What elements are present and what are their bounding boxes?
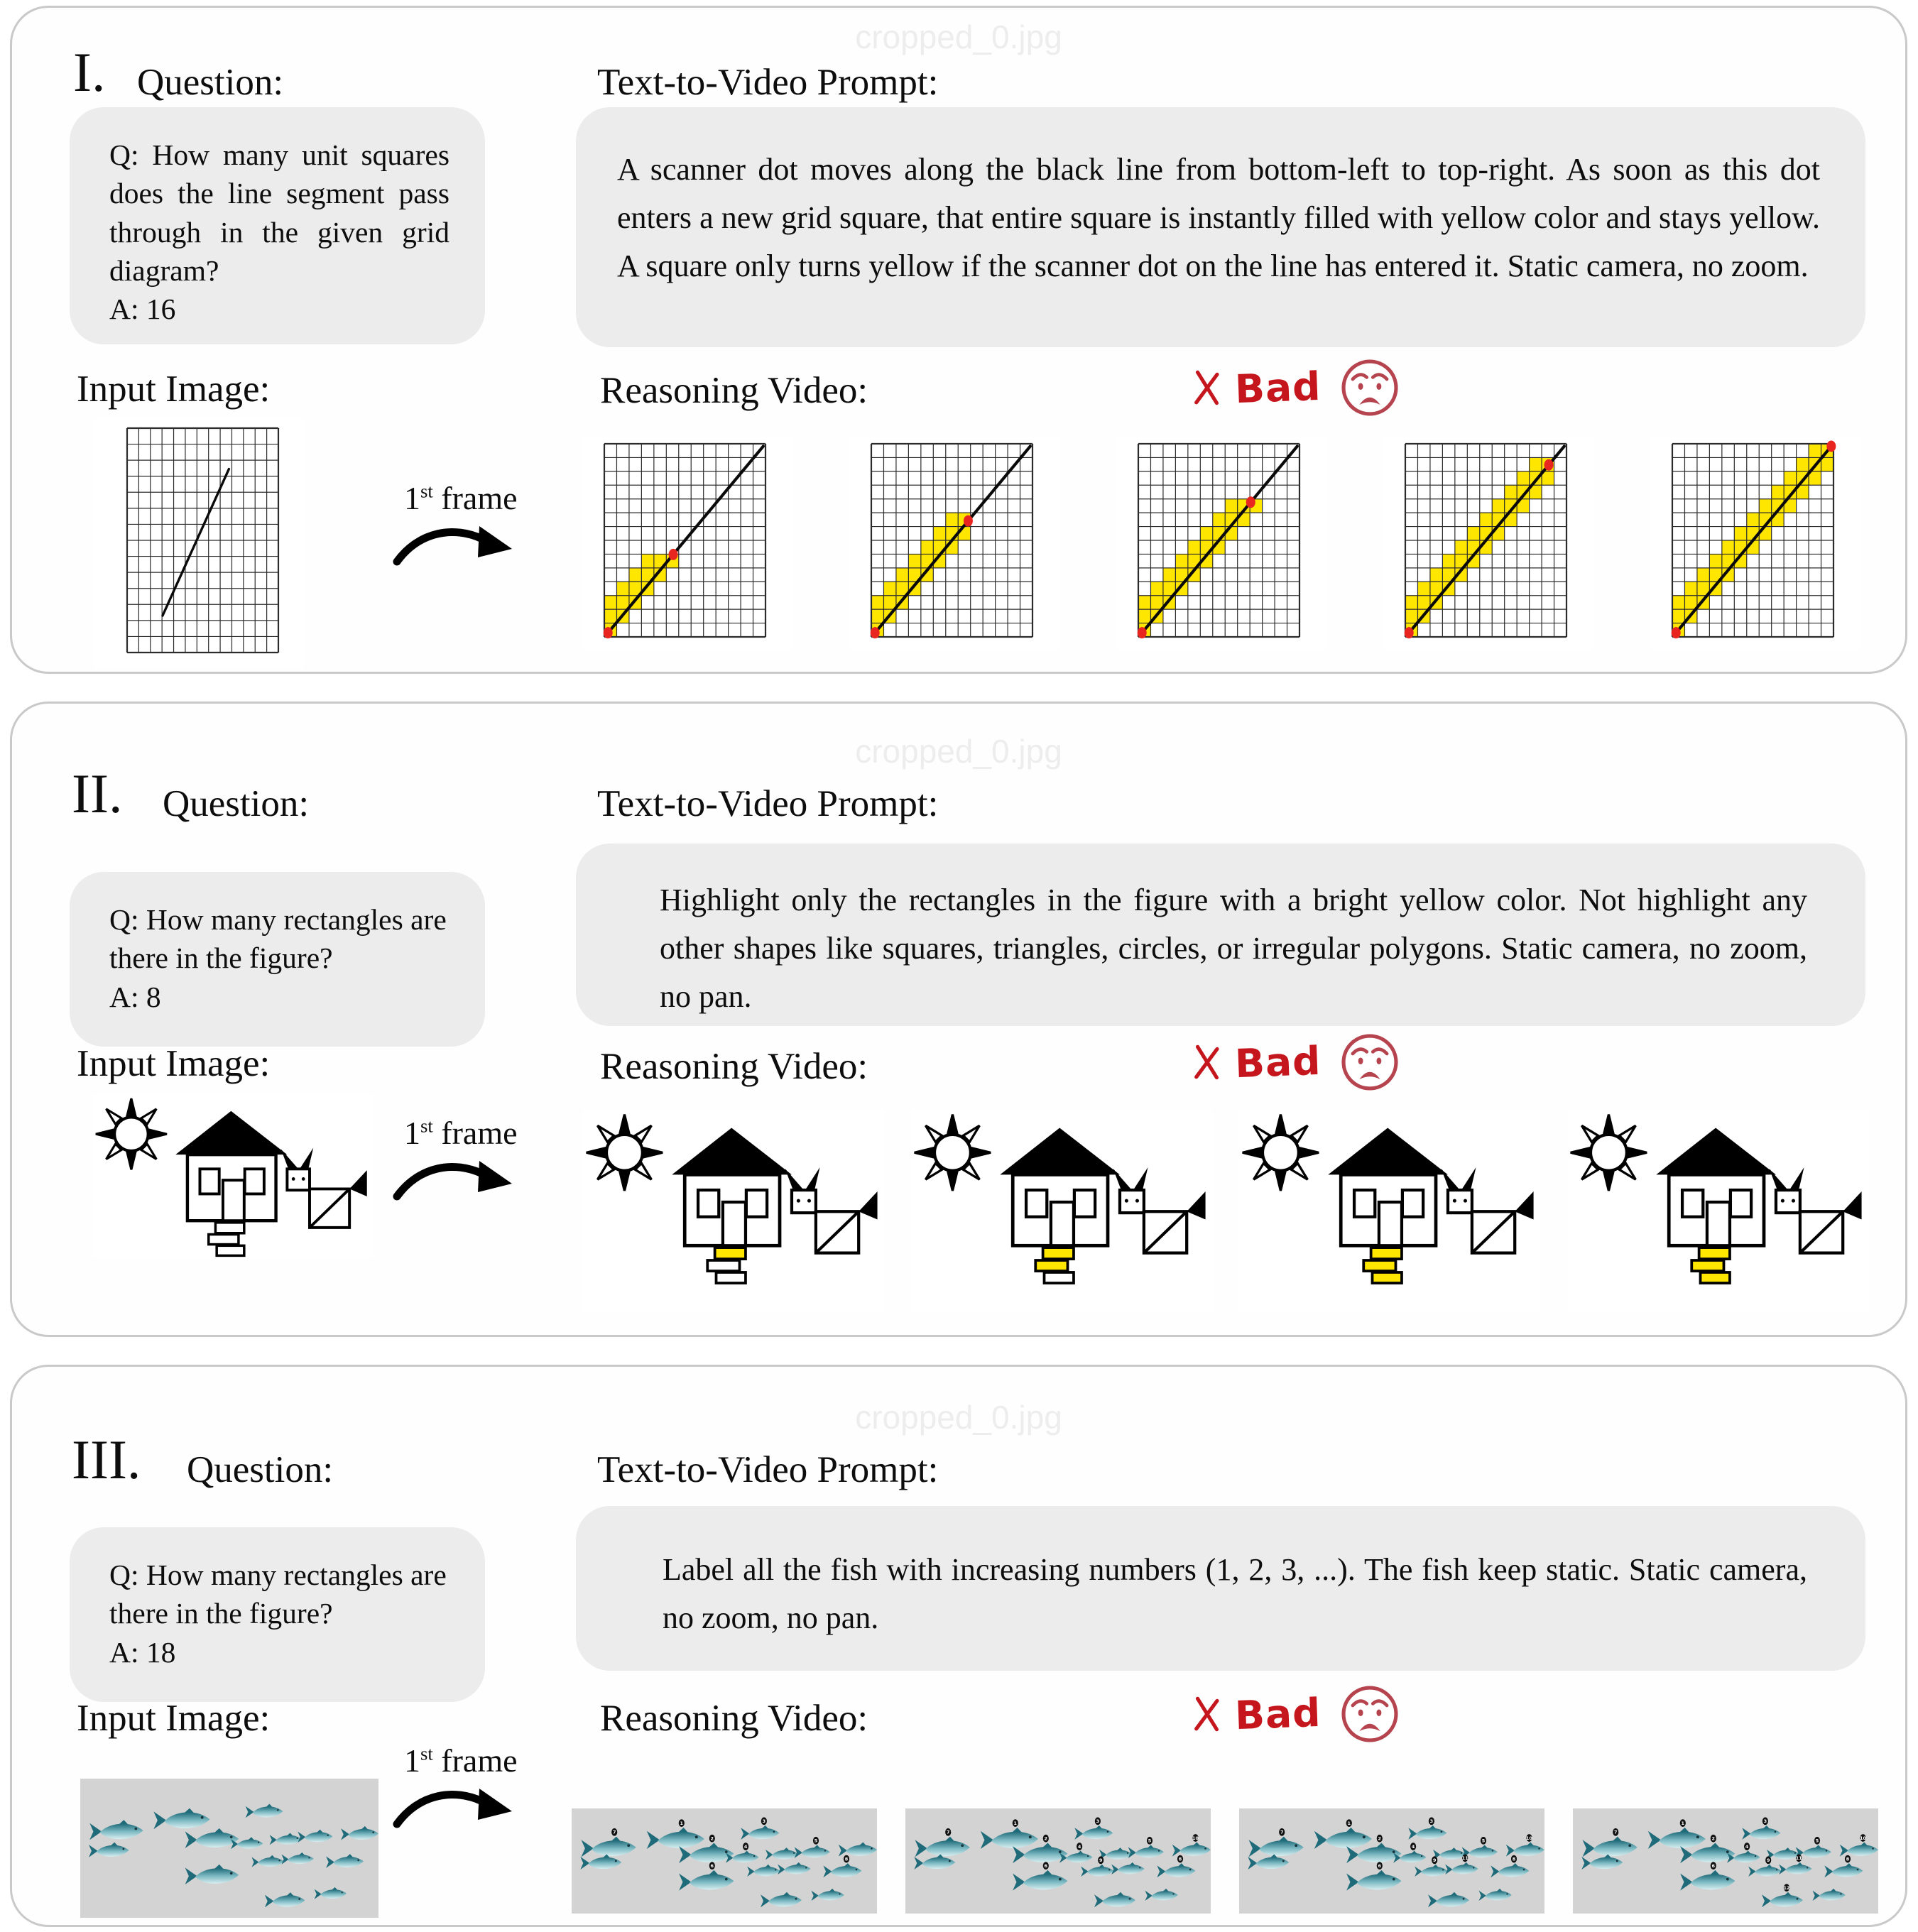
input-image-fish (80, 1779, 378, 1918)
watermark: cropped_0.jpg (855, 1399, 1062, 1436)
svg-text:10: 10 (1526, 1835, 1532, 1841)
video-frame-5 (1651, 437, 1860, 650)
question-box (70, 872, 485, 1047)
video-frame-4 (1573, 1808, 1878, 1914)
svg-text:10: 10 (1192, 1835, 1199, 1841)
house-video-frame (1567, 1110, 1868, 1312)
question-text: Q: How many unit squares does the line segment pass through in the given grid diagram? (109, 138, 449, 288)
svg-text:7: 7 (612, 1829, 616, 1835)
svg-text:7: 7 (946, 1829, 950, 1835)
panel-2-numeral: II. (72, 763, 123, 824)
grid-video-frame (1117, 437, 1326, 650)
panel-1 (10, 6, 1907, 674)
svg-text:9: 9 (1432, 1857, 1437, 1864)
house-video-frame (583, 1110, 884, 1312)
watermark: cropped_0.jpg (855, 733, 1062, 770)
prompt-text: A scanner dot moves along the black line from bottom-left to top-right. As soon as this dot enters a new grid square, that entire square is instantly filled with yellow color and stays yellow. A square only turns yellow if the scanner dot on the line has entered it. Static camera, no zoom. (617, 152, 1820, 283)
svg-text:7: 7 (1280, 1829, 1284, 1835)
panel-1-numeral: I. (73, 41, 106, 103)
question-text: Q: How many rectangles are there in the figure? (109, 903, 447, 975)
svg-text:2: 2 (710, 1835, 714, 1842)
x-mark-icon (1189, 366, 1225, 408)
reasoning-video-heading: Reasoning Video: (600, 1046, 868, 1087)
curved-arrow-icon (390, 1783, 518, 1834)
first-frame-arrow-icon (390, 520, 518, 572)
panel-3-numeral: III. (72, 1429, 141, 1490)
svg-text:8: 8 (1512, 1856, 1516, 1862)
house-input-image (84, 1094, 382, 1257)
svg-text:6: 6 (1711, 1863, 1716, 1870)
prompt-heading: Text-to-Video Prompt: (597, 1449, 939, 1490)
question-heading: Question: (137, 62, 284, 103)
svg-text:6: 6 (710, 1863, 714, 1870)
svg-text:9: 9 (1766, 1857, 1770, 1864)
input-image-heading: Input Image: (77, 369, 271, 410)
first-frame-arrow-icon (390, 1155, 518, 1206)
prompt-heading: Text-to-Video Prompt: (597, 783, 939, 824)
grid-video-frame (1384, 437, 1593, 650)
grid-video-frame (850, 437, 1059, 650)
watermark: cropped_0.jpg (855, 18, 1062, 55)
grid-video-frame (1651, 437, 1860, 650)
svg-text:5: 5 (1148, 1838, 1152, 1844)
svg-text:1: 1 (1681, 1820, 1685, 1826)
answer-text: A: 8 (109, 980, 161, 1013)
fish-video-frame (1239, 1808, 1544, 1914)
video-frame-2 (850, 437, 1059, 650)
sad-face-emoji-icon (1339, 1032, 1400, 1093)
prompt-box (576, 107, 1865, 347)
svg-text:8: 8 (1178, 1856, 1182, 1862)
prompt-heading: Text-to-Video Prompt: (597, 62, 939, 103)
input-image-house (84, 1094, 382, 1257)
svg-text:11: 11 (1795, 1855, 1802, 1862)
svg-text:3: 3 (762, 1818, 766, 1825)
svg-text:4: 4 (1411, 1843, 1415, 1850)
svg-text:8: 8 (1846, 1856, 1850, 1862)
svg-text:3: 3 (1429, 1818, 1434, 1825)
video-frame-4 (1567, 1110, 1868, 1312)
video-frame-1 (583, 1110, 884, 1312)
question-heading: Question: (163, 783, 310, 824)
svg-text:3: 3 (1763, 1818, 1767, 1825)
svg-text:1: 1 (680, 1820, 684, 1826)
grid-video-frame (583, 437, 792, 650)
sad-face-icon (1339, 1032, 1400, 1093)
question-box (70, 107, 485, 344)
x-mark-icon (1189, 1693, 1225, 1735)
house-video-frame (911, 1110, 1212, 1312)
reasoning-video-frames (583, 437, 1860, 650)
first-frame-label: 1st frame (404, 1742, 518, 1779)
svg-text:2: 2 (1711, 1835, 1716, 1842)
svg-text:12: 12 (1783, 1885, 1790, 1892)
svg-text:5: 5 (814, 1838, 818, 1844)
svg-text:7: 7 (1613, 1829, 1618, 1835)
svg-text:8: 8 (844, 1856, 849, 1862)
verdict-bad (1191, 357, 1400, 418)
prompt-box (576, 1506, 1865, 1671)
panel-2 (10, 702, 1907, 1337)
panel-3 (10, 1365, 1907, 1927)
question-box (70, 1527, 485, 1702)
svg-text:3: 3 (1096, 1818, 1100, 1825)
svg-text:4: 4 (1077, 1843, 1081, 1850)
video-frame-3 (1117, 437, 1326, 650)
reasoning-video-frames (572, 1808, 1878, 1914)
verdict-bad (1191, 1683, 1400, 1745)
question-text: Q: How many rectangles are there in the figure? (109, 1559, 447, 1630)
svg-text:1: 1 (1347, 1820, 1351, 1826)
first-frame-label: 1st frame (404, 480, 518, 516)
sad-face-emoji-icon (1339, 357, 1400, 418)
svg-text:4: 4 (1745, 1843, 1749, 1850)
question-heading: Question: (187, 1449, 334, 1490)
fish-input-image (80, 1779, 378, 1918)
house-video-frame (1239, 1110, 1540, 1312)
bad-label: Bad (1233, 1037, 1322, 1087)
svg-text:4: 4 (743, 1843, 748, 1850)
video-frame-1 (583, 437, 792, 650)
x-mark-glyph (1189, 366, 1225, 408)
sad-face-emoji-icon (1339, 1683, 1400, 1745)
svg-text:5: 5 (1815, 1838, 1819, 1844)
curved-arrow-icon (390, 520, 518, 572)
svg-text:2: 2 (1044, 1835, 1048, 1842)
prompt-box (576, 844, 1865, 1026)
fish-video-frame (572, 1808, 877, 1914)
x-mark-icon (1189, 1041, 1225, 1083)
video-frame-1 (572, 1808, 877, 1914)
reasoning-video-frames (583, 1110, 1868, 1312)
x-mark-glyph (1189, 1041, 1225, 1083)
fish-video-frame (905, 1808, 1211, 1914)
video-frame-3 (1239, 1808, 1544, 1914)
input-image-grid (94, 418, 304, 668)
grid-input-image (94, 418, 304, 668)
curved-arrow-icon (390, 1155, 518, 1206)
svg-text:2: 2 (1378, 1835, 1382, 1842)
answer-text: A: 16 (109, 293, 176, 326)
svg-text:5: 5 (1481, 1838, 1486, 1844)
fish-video-frame (1573, 1808, 1878, 1914)
bad-label: Bad (1233, 1689, 1322, 1739)
svg-text:6: 6 (1378, 1863, 1382, 1870)
input-image-heading: Input Image: (77, 1698, 271, 1739)
verdict-bad (1191, 1032, 1400, 1093)
video-frame-2 (911, 1110, 1212, 1312)
first-frame-arrow-icon (390, 1783, 518, 1834)
svg-text:1: 1 (1013, 1820, 1018, 1826)
sad-face-icon (1339, 1683, 1400, 1745)
svg-text:11: 11 (1461, 1855, 1469, 1862)
svg-text:9: 9 (1099, 1857, 1103, 1864)
video-frame-2 (905, 1808, 1211, 1914)
sad-face-icon (1339, 357, 1400, 418)
first-frame-label: 1st frame (404, 1115, 518, 1151)
bad-label: Bad (1233, 363, 1322, 413)
reasoning-video-heading: Reasoning Video: (600, 1698, 868, 1739)
video-frame-4 (1384, 437, 1593, 650)
svg-text:10: 10 (1860, 1835, 1866, 1841)
x-mark-glyph (1189, 1693, 1225, 1735)
svg-text:6: 6 (1044, 1863, 1048, 1870)
reasoning-video-heading: Reasoning Video: (600, 370, 868, 411)
prompt-text: Highlight only the rectangles in the figure with a bright yellow color. Not highlight any other shapes like squares, triangles, circles, or irregular polygons. Static camera, no zoom, no pan. (660, 883, 1807, 1014)
answer-text: A: 18 (109, 1635, 176, 1669)
video-frame-3 (1239, 1110, 1540, 1312)
prompt-text: Label all the fish with increasing numbers (1, 2, 3, ...). The fish keep static. Static camera, no zoom, no pan. (663, 1552, 1807, 1635)
input-image-heading: Input Image: (77, 1043, 271, 1084)
